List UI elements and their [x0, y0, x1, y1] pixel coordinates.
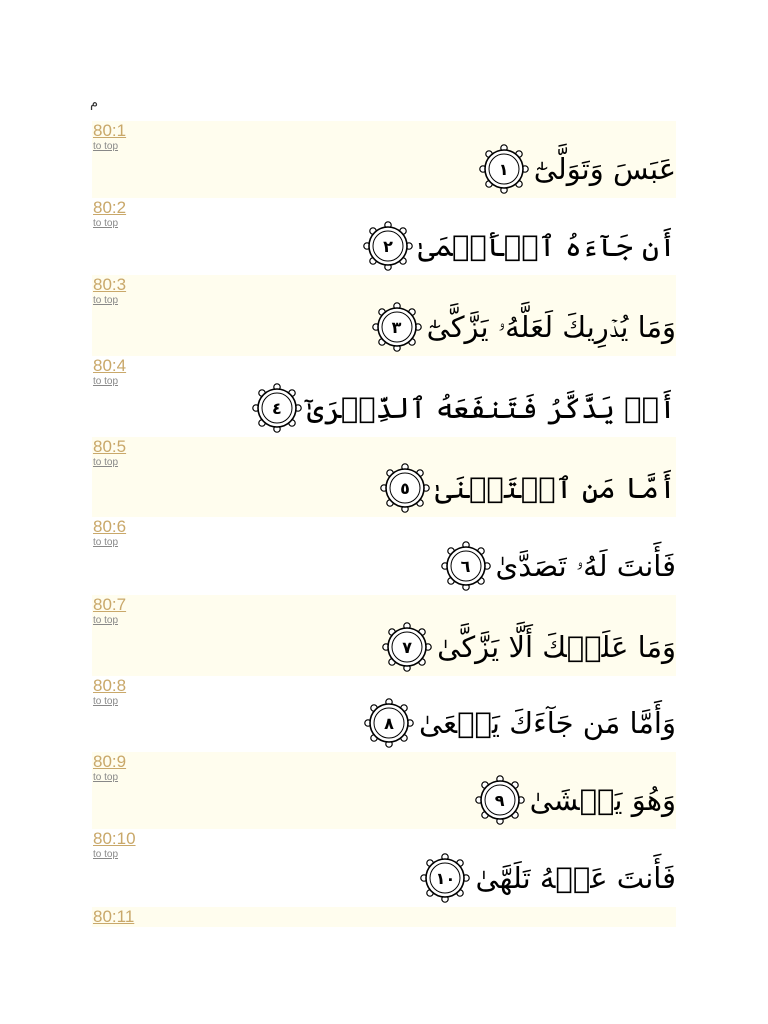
verse-row	[92, 437, 676, 517]
to-top-link[interactable]: to top	[93, 696, 119, 707]
ayah-number: ١٠	[435, 868, 456, 888]
verse-ref-link[interactable]: 80:1	[93, 121, 127, 140]
ayah-number-medallion-icon	[479, 144, 529, 194]
ayah-number: ٩	[494, 790, 505, 810]
verse-row	[92, 829, 676, 907]
ayah-text: فَأَنتَ لَهُۥ تَصَدَّىٰ	[495, 549, 676, 583]
ayah-text: أَوۡ يَذَّكَّرُ فَتَنفَعَهُ ٱلذِّكۡرَىٰٓ	[306, 391, 676, 425]
verse-row	[92, 356, 676, 437]
ayah-number-medallion-icon	[252, 383, 302, 433]
ayah	[479, 144, 676, 194]
ayah	[441, 541, 676, 591]
to-top-link[interactable]: to top	[93, 615, 119, 626]
verse-row	[92, 907, 676, 927]
ayah-text: أَمَّا مَنِ ٱسۡتَغۡنَىٰ	[435, 471, 676, 505]
to-top-link[interactable]: to top	[93, 537, 119, 548]
ayah-text: وَأَمَّا مَن جَآءَكَ يَسۡعَىٰ	[418, 706, 676, 740]
ayah-number-medallion-icon	[364, 698, 414, 748]
ayah-text: عَبَسَ وَتَوَلَّىٰٓ	[533, 152, 676, 186]
ayah	[363, 221, 676, 271]
verse-ref-link[interactable]: 80:9	[93, 752, 127, 771]
ayah-text: وَهُوَ يَخۡشَىٰ	[529, 783, 676, 817]
verse-row	[92, 121, 676, 198]
verse-row	[92, 517, 676, 595]
verse-row	[92, 676, 676, 752]
ayah	[475, 775, 676, 825]
ayah-number: ٢	[383, 236, 393, 256]
verse-ref-link[interactable]: 80:3	[93, 275, 127, 294]
verse-row	[92, 595, 676, 676]
ayah	[252, 383, 676, 433]
ayah-number: ٣	[391, 317, 402, 337]
to-top-link[interactable]: to top	[93, 376, 119, 387]
verse-ref-link[interactable]: 80:4	[93, 356, 127, 375]
verse-ref-link[interactable]: 80:10	[93, 829, 136, 848]
ayah-text: فَأَنتَ عَنۡهُ تَلَهَّىٰ	[475, 861, 676, 895]
to-top-link[interactable]: to top	[93, 295, 119, 306]
ayah-number: ٤	[271, 398, 282, 418]
verse-row	[92, 752, 676, 829]
ayah-number-medallion-icon	[380, 463, 430, 513]
verse-ref-link[interactable]: 80:8	[93, 676, 127, 695]
ayah-text: وَمَا عَلَيۡكَ أَلَّا يَزَّكَّىٰ	[437, 630, 676, 664]
ayah-number: ٦	[460, 556, 471, 576]
ayah-number-medallion-icon	[441, 541, 491, 591]
ayah-number-medallion-icon	[475, 775, 525, 825]
verse-ref-link[interactable]: 80:11	[93, 907, 135, 926]
page-header-mark: م	[90, 96, 99, 111]
ayah-number: ١	[498, 159, 509, 179]
ayah	[372, 302, 676, 352]
verse-row	[92, 275, 676, 356]
ayah	[382, 622, 676, 672]
ayah-number: ٥	[400, 478, 410, 498]
verse-ref-link[interactable]: 80:5	[93, 437, 127, 456]
verse-ref-link[interactable]: 80:7	[93, 595, 127, 614]
verse-ref-link[interactable]: 80:2	[93, 198, 127, 217]
verse-row	[92, 198, 676, 275]
ayah-number-medallion-icon	[363, 221, 413, 271]
to-top-link[interactable]: to top	[93, 772, 119, 783]
ayah-text: وَمَا يُدۡرِيكَ لَعَلَّهُۥ يَزَّكَّىٰٓ	[426, 310, 676, 344]
verse-list	[92, 121, 676, 927]
to-top-link[interactable]: to top	[93, 141, 119, 152]
ayah-number: ٨	[384, 713, 394, 733]
ayah-number-medallion-icon	[382, 622, 432, 672]
ayah-text: أَن جَآءَهُ ٱلۡأَعۡمَىٰ	[418, 229, 676, 263]
to-top-link[interactable]: to top	[93, 849, 119, 860]
to-top-link[interactable]: to top	[93, 457, 119, 468]
ayah-number-medallion-icon	[372, 302, 422, 352]
ayah	[364, 698, 676, 748]
ayah-number: ٧	[402, 637, 413, 657]
ayah	[380, 463, 676, 513]
to-top-link[interactable]: to top	[93, 218, 119, 229]
ayah-number-medallion-icon	[420, 853, 470, 903]
verse-ref-link[interactable]: 80:6	[93, 517, 127, 536]
ayah	[420, 853, 676, 903]
